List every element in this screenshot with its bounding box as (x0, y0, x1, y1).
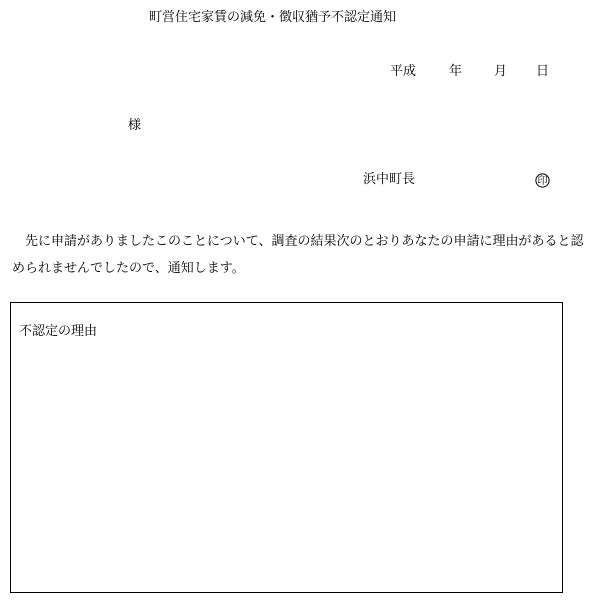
date-era: 平成 (390, 64, 417, 79)
seal-text: 印 (537, 176, 548, 187)
notice-body-text: 先に申請がありましたこのことについて、調査の結果次のとおりあなたの申請に理由があると認められませんでしたので、通知します。 (12, 234, 584, 276)
seal-icon (535, 173, 550, 191)
recipient-honorific: 様 (128, 118, 142, 133)
reason-box-label: 不認定の理由 (19, 324, 98, 339)
date-month-label: 月 (494, 64, 508, 79)
reason-box (10, 302, 563, 593)
date-year-label: 年 (449, 64, 463, 79)
document-title: 町営住宅家賃の減免・徴収猶予不認定通知 (149, 10, 397, 25)
issuer-name: 浜中町長 (363, 172, 416, 187)
date-day-label: 日 (536, 64, 550, 79)
seal-circle-icon (535, 173, 550, 188)
